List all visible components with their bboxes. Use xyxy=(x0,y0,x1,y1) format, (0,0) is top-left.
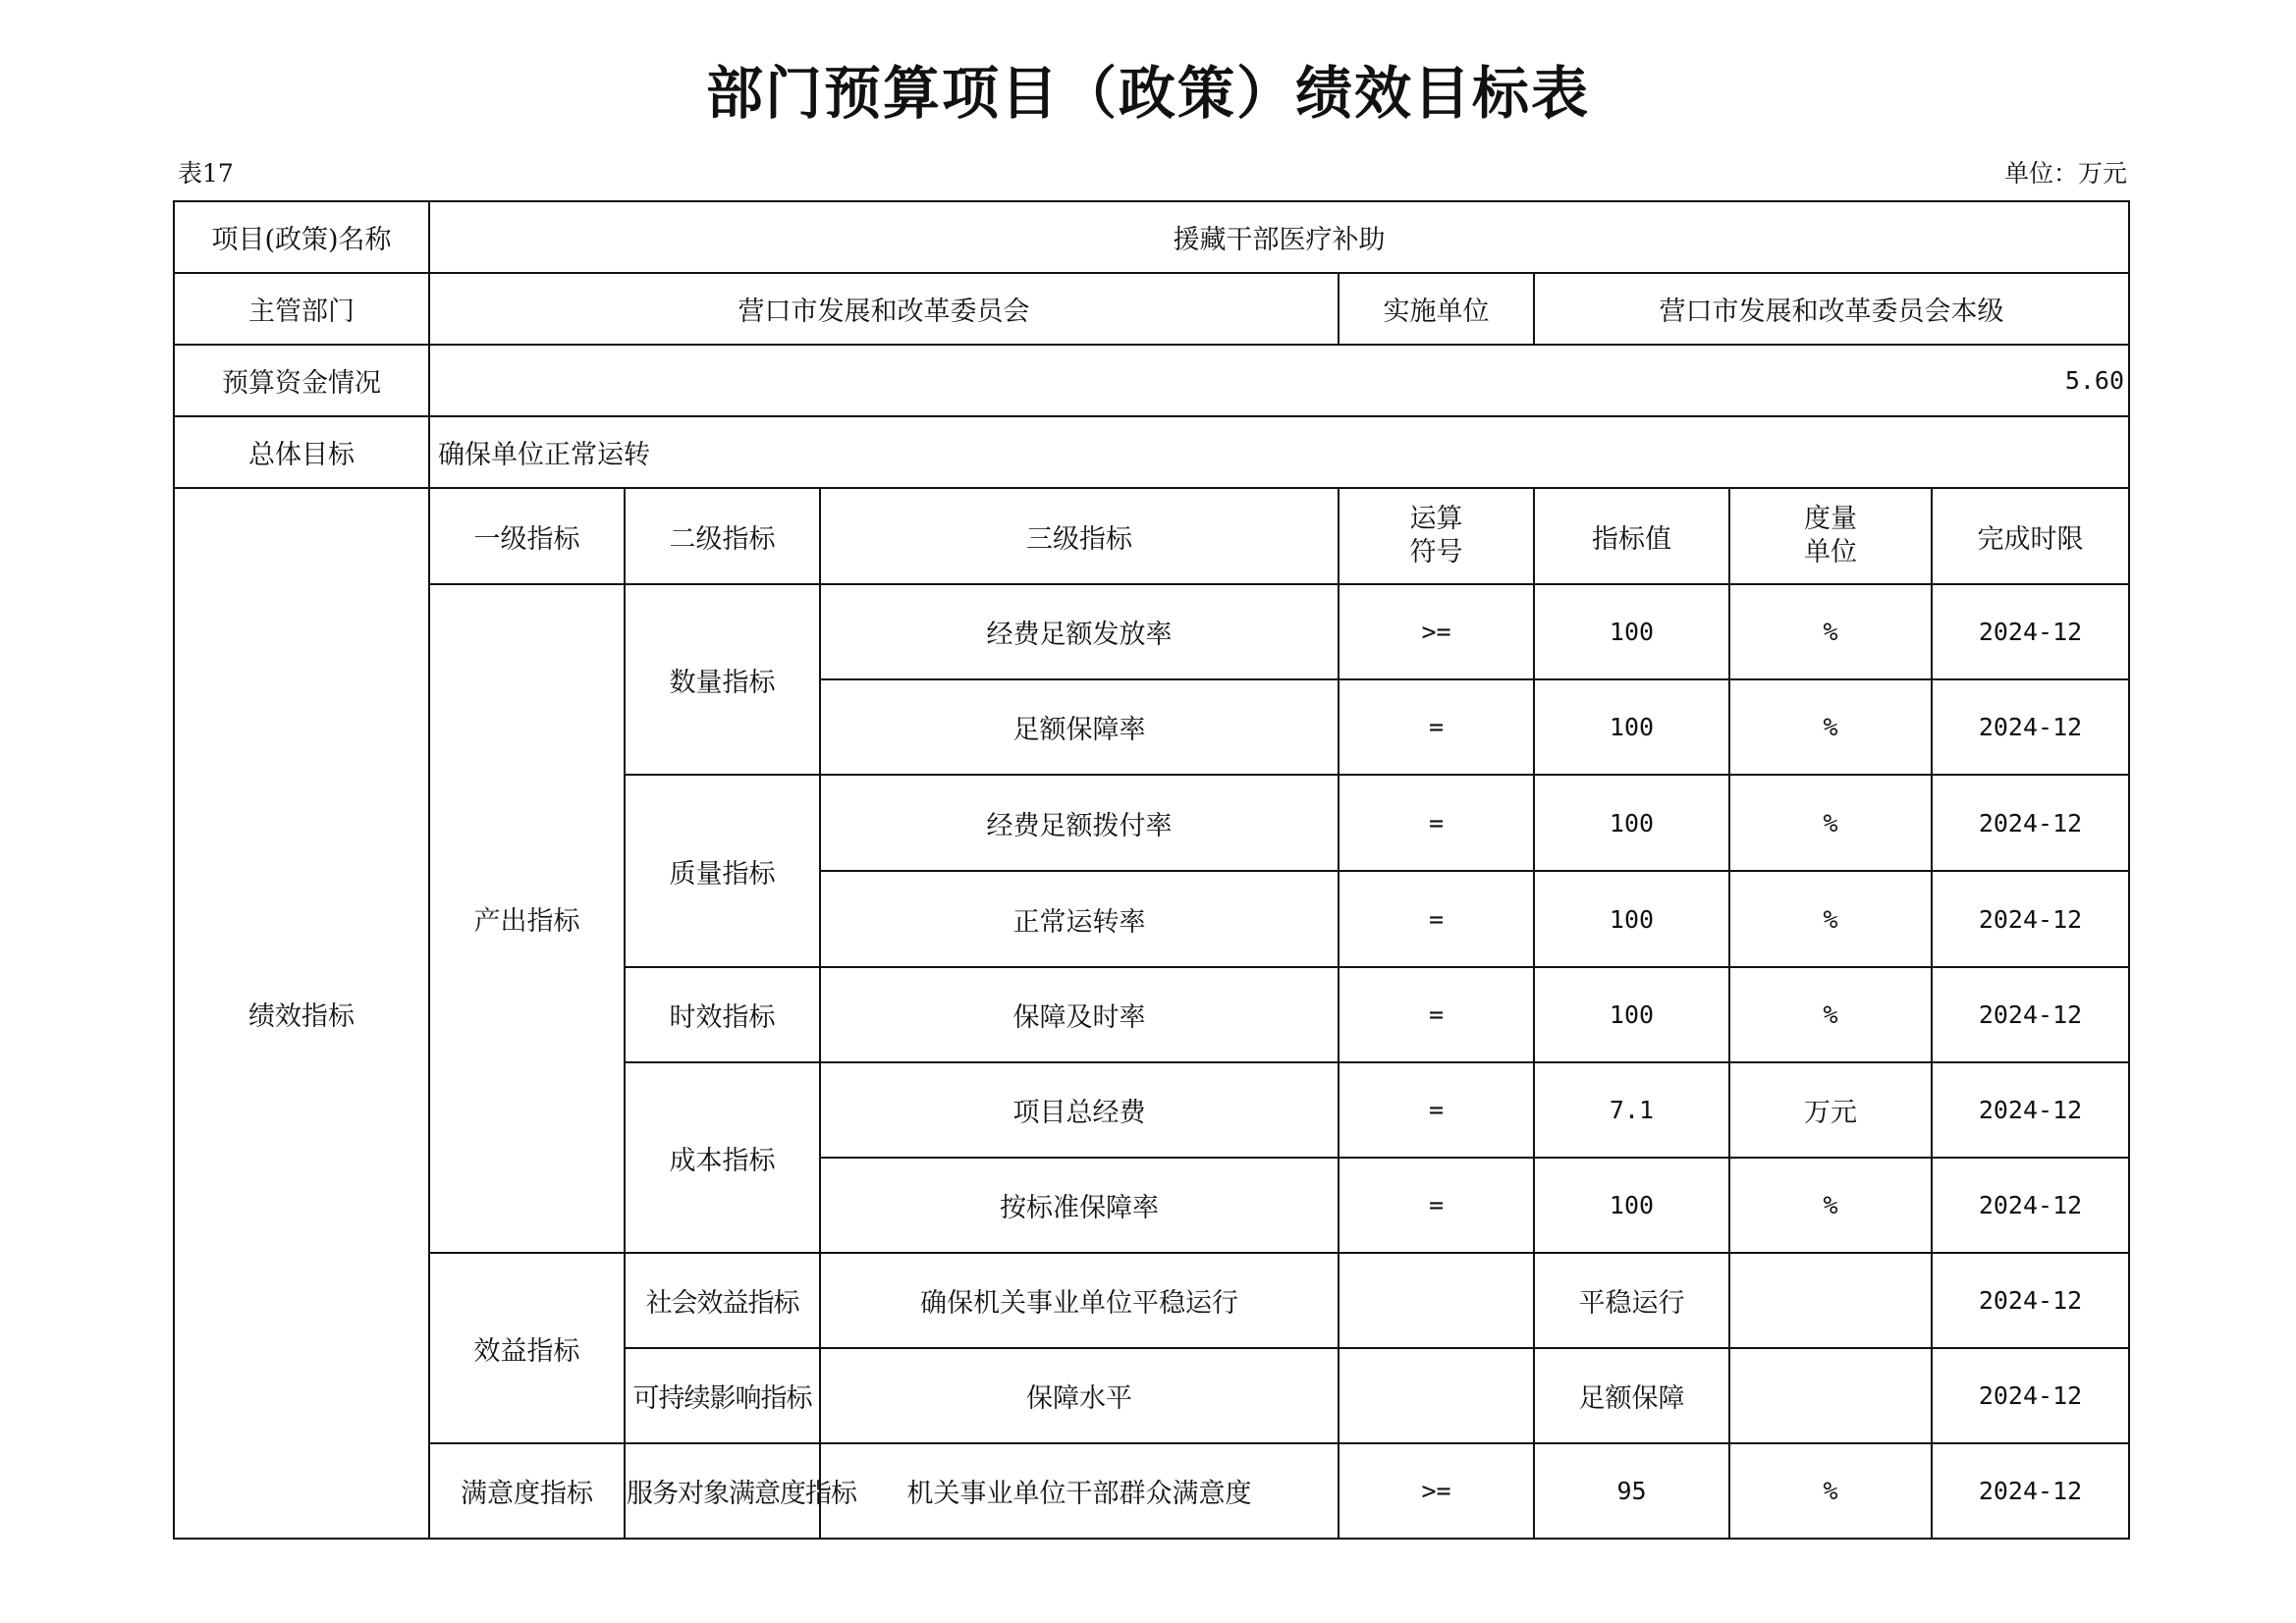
indicator-operator: = xyxy=(1339,967,1534,1062)
budget-label: 预算资金情况 xyxy=(174,345,429,416)
col-operator-line2: 符号 xyxy=(1409,537,1463,568)
budget-value: 5.60 xyxy=(429,345,2129,416)
indicator-value: 100 xyxy=(1534,775,1729,871)
col-level2: 二级指标 xyxy=(625,488,820,584)
indicator-unit: % xyxy=(1729,871,1932,967)
group-quantity: 数量指标 xyxy=(625,584,820,775)
indicator-deadline: 2024-12 xyxy=(1932,775,2129,871)
group-sustain: 可持续影响指标 xyxy=(625,1348,820,1443)
col-operator xyxy=(1339,488,1534,584)
indicator-unit: % xyxy=(1729,967,1932,1062)
indicator-row xyxy=(174,1253,2129,1348)
performance-target-table xyxy=(173,200,2130,1540)
indicator-value: 95 xyxy=(1534,1443,1729,1539)
indicator-value: 100 xyxy=(1534,584,1729,679)
table-number: 表17 xyxy=(178,159,234,188)
indicator-operator: = xyxy=(1339,775,1534,871)
indicator-name: 项目总经费 xyxy=(820,1062,1339,1158)
indicator-deadline: 2024-12 xyxy=(1932,871,2129,967)
indicator-deadline: 2024-12 xyxy=(1932,1062,2129,1158)
group-service: 服务对象满意度指标 xyxy=(625,1443,820,1539)
indicator-value: 100 xyxy=(1534,871,1729,967)
col-unit-line1: 度量 xyxy=(1804,504,1857,534)
indicator-unit xyxy=(1729,1253,1932,1348)
indicator-deadline: 2024-12 xyxy=(1932,1443,2129,1539)
indicator-unit: % xyxy=(1729,679,1932,775)
page-title: 部门预算项目（政策）绩效目标表 xyxy=(705,60,1590,127)
group-social: 社会效益指标 xyxy=(625,1253,820,1348)
indicator-name: 确保机关事业单位平稳运行 xyxy=(820,1253,1339,1348)
indicator-deadline: 2024-12 xyxy=(1932,967,2129,1062)
col-deadline: 完成时限 xyxy=(1932,488,2129,584)
indicator-name: 足额保障率 xyxy=(820,679,1339,775)
indicator-name: 机关事业单位干部群众满意度 xyxy=(820,1443,1339,1539)
col-level1: 一级指标 xyxy=(429,488,625,584)
col-unit-line2: 单位 xyxy=(1804,537,1857,568)
indicator-operator: >= xyxy=(1339,584,1534,679)
impl-label: 实施单位 xyxy=(1339,273,1534,345)
indicator-operator xyxy=(1339,1253,1534,1348)
group-benefit: 效益指标 xyxy=(429,1253,625,1443)
indicator-deadline: 2024-12 xyxy=(1932,1348,2129,1443)
col-unit xyxy=(1729,488,1932,584)
indicator-deadline: 2024-12 xyxy=(1932,1253,2129,1348)
indicator-name: 经费足额拨付率 xyxy=(820,775,1339,871)
goal-value: 确保单位正常运转 xyxy=(429,416,2129,488)
indicator-name: 经费足额发放率 xyxy=(820,584,1339,679)
indicator-deadline: 2024-12 xyxy=(1932,1158,2129,1253)
indicator-unit: % xyxy=(1729,775,1932,871)
indicator-value: 平稳运行 xyxy=(1534,1253,1729,1348)
indicator-deadline: 2024-12 xyxy=(1932,679,2129,775)
indicator-operator: = xyxy=(1339,871,1534,967)
perf-section-label: 绩效指标 xyxy=(174,488,429,1539)
dept-label: 主管部门 xyxy=(174,273,429,345)
project-name-value: 援藏干部医疗补助 xyxy=(429,201,2129,273)
unit-note: 单位：万元 xyxy=(2003,159,2127,188)
indicator-name: 保障水平 xyxy=(820,1348,1339,1443)
indicator-unit: % xyxy=(1729,1158,1932,1253)
col-level3: 三级指标 xyxy=(820,488,1339,584)
indicator-unit: % xyxy=(1729,584,1932,679)
indicator-unit xyxy=(1729,1348,1932,1443)
indicator-unit: 万元 xyxy=(1729,1062,1932,1158)
indicator-row xyxy=(174,1443,2129,1539)
indicator-operator: >= xyxy=(1339,1443,1534,1539)
indicator-name: 按标准保障率 xyxy=(820,1158,1339,1253)
indicator-operator: = xyxy=(1339,1062,1534,1158)
indicator-name: 保障及时率 xyxy=(820,967,1339,1062)
indicator-value: 100 xyxy=(1534,1158,1729,1253)
impl-value: 营口市发展和改革委员会本级 xyxy=(1534,273,2129,345)
project-name-label: 项目(政策)名称 xyxy=(174,201,429,273)
indicator-operator xyxy=(1339,1348,1534,1443)
group-satisfaction: 满意度指标 xyxy=(429,1443,625,1539)
goal-label: 总体目标 xyxy=(174,416,429,488)
col-value: 指标值 xyxy=(1534,488,1729,584)
indicator-value: 100 xyxy=(1534,679,1729,775)
indicator-value: 足额保障 xyxy=(1534,1348,1729,1443)
indicator-value: 100 xyxy=(1534,967,1729,1062)
group-timeliness: 时效指标 xyxy=(625,967,820,1062)
indicator-operator: = xyxy=(1339,1158,1534,1253)
indicator-row xyxy=(174,584,2129,679)
group-cost: 成本指标 xyxy=(625,1062,820,1253)
indicator-value: 7.1 xyxy=(1534,1062,1729,1158)
indicator-name: 正常运转率 xyxy=(820,871,1339,967)
group-output: 产出指标 xyxy=(429,584,625,1253)
indicator-deadline: 2024-12 xyxy=(1932,584,2129,679)
indicator-unit: % xyxy=(1729,1443,1932,1539)
indicator-operator: = xyxy=(1339,679,1534,775)
group-quality: 质量指标 xyxy=(625,775,820,967)
dept-value: 营口市发展和改革委员会 xyxy=(429,273,1339,345)
col-operator-line1: 运算 xyxy=(1409,504,1463,534)
